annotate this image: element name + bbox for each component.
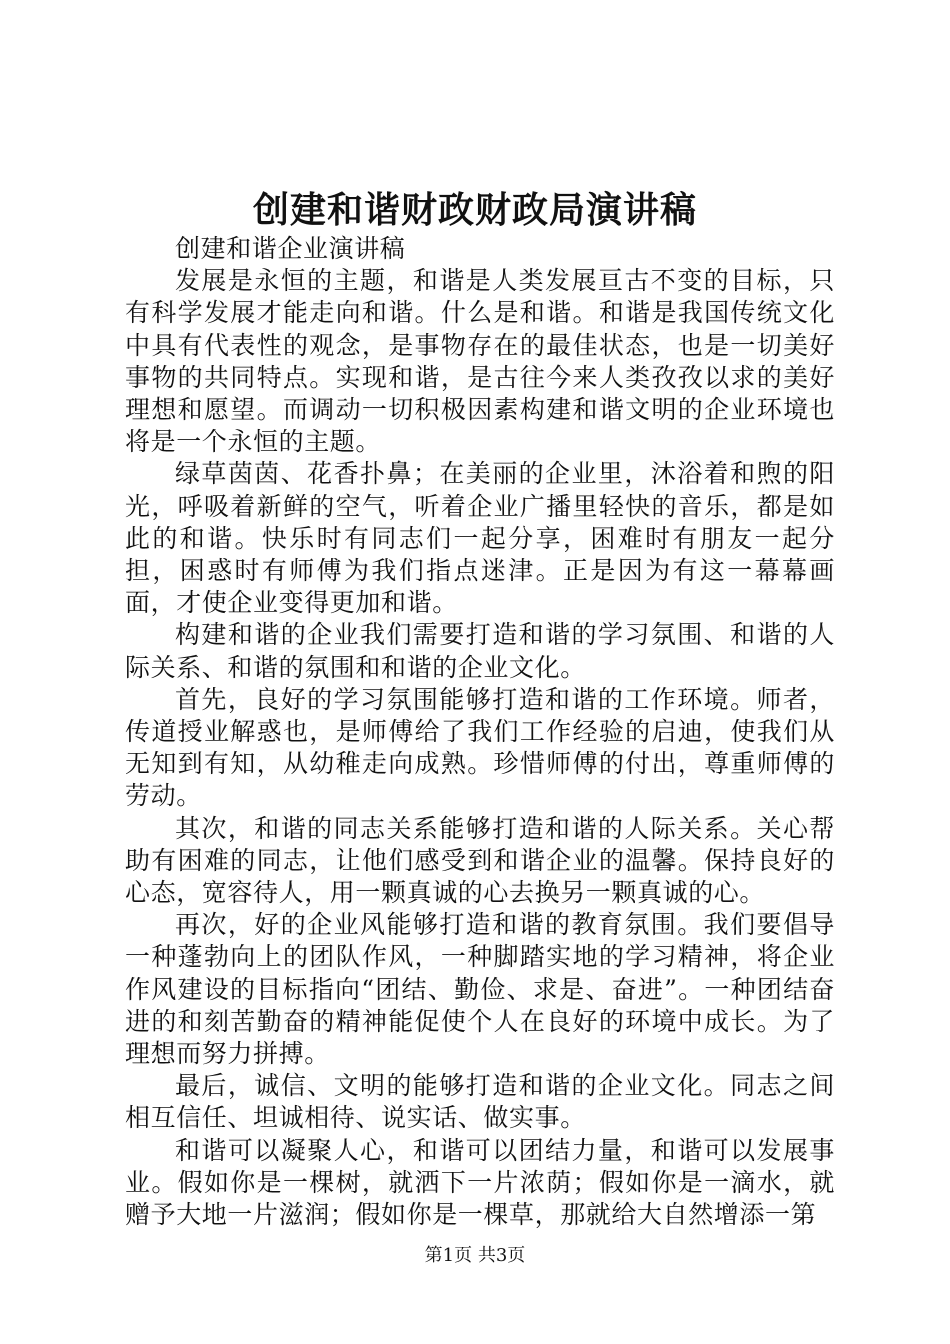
paragraph-7: 最后，诚信、文明的能够打造和谐的企业文化。同志之间相互信任、坦诚相待、说实话、做实事。	[125, 1071, 835, 1133]
document-body	[125, 233, 835, 1231]
paragraph-1: 发展是永恒的主题，和谐是人类发展亘古不变的目标，只有科学发展才能走向和谐。什么是和谐。和谐是我国传统文化中具有代表性的观念，是事物存在的最佳状态，也是一切美好事物的共同特点。实现和谐，是古往今来人类孜孜以求的美好理想和愿望。而调动一切积极因素构建和谐文明的企业环境也将是一个永恒的主题。	[125, 266, 835, 457]
paragraph-6: 再次，好的企业风能够打造和谐的教育氛围。我们要倡导一种蓬勃向上的团队作风，一种脚踏实地的学习精神，将企业作风建设的目标指向“团结、勤俭、求是、奋进”。一种团结奋进的和刻苦勤奋的精神能促使个人在良好的环境中成长。为了理想而努力拼搏。	[125, 910, 835, 1069]
paragraph-3: 构建和谐的企业我们需要打造和谐的学习氛围、和谐的人际关系、和谐的氛围和和谐的企业文化。	[125, 620, 835, 682]
page-number-footer: 第1页 共3页	[424, 1245, 526, 1266]
document-subtitle: 创建和谐企业演讲稿	[175, 234, 406, 263]
paragraph-8: 和谐可以凝聚人心，和谐可以团结力量，和谐可以发展事业。假如你是一棵树，就洒下一片浓荫；假如你是一滴水，就赠予大地一片滋润；假如你是一棵草，那就给大自然增添一第	[125, 1135, 835, 1230]
paragraph-5: 其次，和谐的同志关系能够打造和谐的人际关系。关心帮助有困难的同志，让他们感受到和谐企业的温馨。保持良好的心态，宽容待人，用一颗真诚的心去换另一颗真诚的心。	[125, 813, 835, 908]
paragraph-4: 首先，良好的学习氛围能够打造和谐的工作环境。师者，传道授业解惑也，是师傅给了我们工作经验的启迪，使我们从无知到有知，从幼稚走向成熟。珍惜师傅的付出，尊重师傅的劳动。	[125, 684, 835, 811]
paragraph-2: 绿草茵茵、花香扑鼻；在美丽的企业里，沐浴着和煦的阳光，呼吸着新鲜的空气，听着企业广播里轻快的音乐，都是如此的和谐。快乐时有同志们一起分享，困难时有朋友一起分担，困惑时有师傅为我们指点迷津。正是因为有这一幕幕画面，才使企业变得更加和谐。	[125, 459, 835, 618]
document-title: 创建和谐财政财政局演讲稿	[252, 189, 697, 231]
